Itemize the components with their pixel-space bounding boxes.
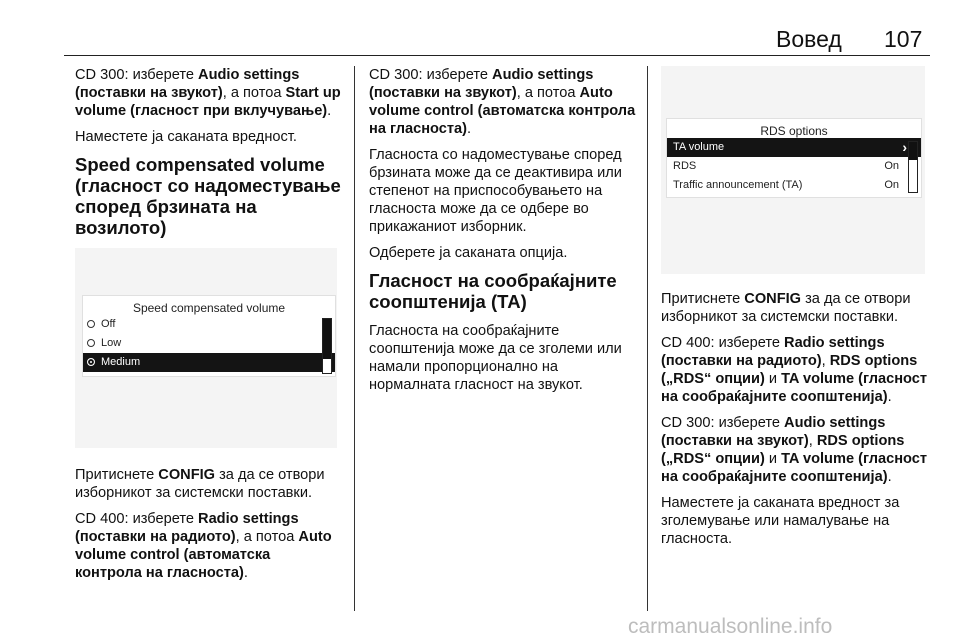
section-heading: Speed compensated volume (гласност со надоместување според брзината на возилото) xyxy=(75,154,341,238)
column-divider xyxy=(647,66,648,611)
paragraph: CD 300: изберете Audio settings (поставки на звукот), а потоа Start up volume (гласност при вклучување). xyxy=(75,67,341,119)
paragraph: Гласноста со надоместување според брзината може да се деактивира или степенот на приспособувањето на гласноста може да се одбере во прикажаниот изборник. xyxy=(369,147,622,235)
menu-item[interactable] xyxy=(667,138,921,157)
paragraph: CD 300: изберете Audio settings (поставки на звукот), а потоа Auto volume control (автоматска контрола на гласноста). xyxy=(369,67,636,137)
scrollbar xyxy=(322,318,332,374)
paragraph: CD 400: изберете Radio settings (поставки на радиото), RDS options („RDS“ опции) и TA volume (гласност на сообраќајните соопштенија). xyxy=(661,335,928,405)
screen-title: Speed compensated volume xyxy=(132,301,286,315)
menu-item[interactable] xyxy=(667,157,921,176)
option-label: Off xyxy=(101,318,116,330)
chevron-right-icon: › xyxy=(902,139,907,155)
paragraph: Притиснете CONFIG за да се отвори изборникот за системски поставки. xyxy=(661,291,911,325)
page-number: 107 xyxy=(884,26,923,52)
scrollbar xyxy=(908,141,918,193)
page-header xyxy=(0,0,960,60)
column-divider xyxy=(354,66,355,611)
display-screen xyxy=(82,295,336,377)
rds-options-screenshot xyxy=(661,66,925,274)
column-2 xyxy=(369,66,637,402)
option-item[interactable] xyxy=(83,334,335,353)
speed-volume-screenshot xyxy=(75,248,337,448)
scrollbar-thumb xyxy=(323,319,331,359)
paragraph: Наместете ја саканата вредност. xyxy=(75,129,297,145)
menu-item[interactable] xyxy=(667,176,921,195)
paragraph: CD 300: изберете Audio settings (поставки на звукот), RDS options („RDS“ опции) и TA volume (гласност на сообраќајните соопштенија). xyxy=(661,415,928,485)
option-list xyxy=(667,138,921,195)
paragraph: Притиснете CONFIG за да се отвори изборникот за системски поставки. xyxy=(75,467,325,501)
menu-item-label: TA volume xyxy=(673,141,725,153)
section-title: Вовед xyxy=(776,26,842,52)
header-rule xyxy=(64,55,930,56)
option-label: Medium xyxy=(101,356,141,368)
menu-item-label: RDS xyxy=(673,160,697,172)
option-list xyxy=(83,315,335,372)
option-item[interactable] xyxy=(83,353,335,372)
menu-item-label: Traffic announcement (TA) xyxy=(673,179,803,191)
menu-item-value: On xyxy=(884,160,899,172)
radio-icon xyxy=(87,358,95,366)
screen-title: RDS options xyxy=(760,124,828,138)
column-3 xyxy=(661,66,931,556)
menu-item-value: On xyxy=(884,179,899,191)
option-label: Low xyxy=(101,337,122,349)
paragraph: CD 400: изберете Radio settings (поставки на радиото), а потоа Auto volume control (автоматска контрола на гласноста). xyxy=(75,511,332,581)
paragraph: Наместете ја саканата вредност за зголемување или намалување на гласноста. xyxy=(661,495,900,547)
display-screen xyxy=(666,118,922,198)
radio-icon xyxy=(87,320,95,328)
section-heading: Гласност на сообраќајните соопштенија (ТА) xyxy=(369,270,617,312)
column-1 xyxy=(75,66,341,590)
option-item[interactable] xyxy=(83,315,335,334)
scrollbar-thumb xyxy=(909,142,917,160)
radio-icon xyxy=(87,339,95,347)
paragraph: Одберете ја саканата опција. xyxy=(369,245,568,261)
paragraph: Гласноста на сообраќајните соопштенија може да се зголеми или намали пропорционално на нормалната гласност на звукот. xyxy=(369,323,622,393)
watermark: carmanualsonline.info xyxy=(628,615,833,638)
